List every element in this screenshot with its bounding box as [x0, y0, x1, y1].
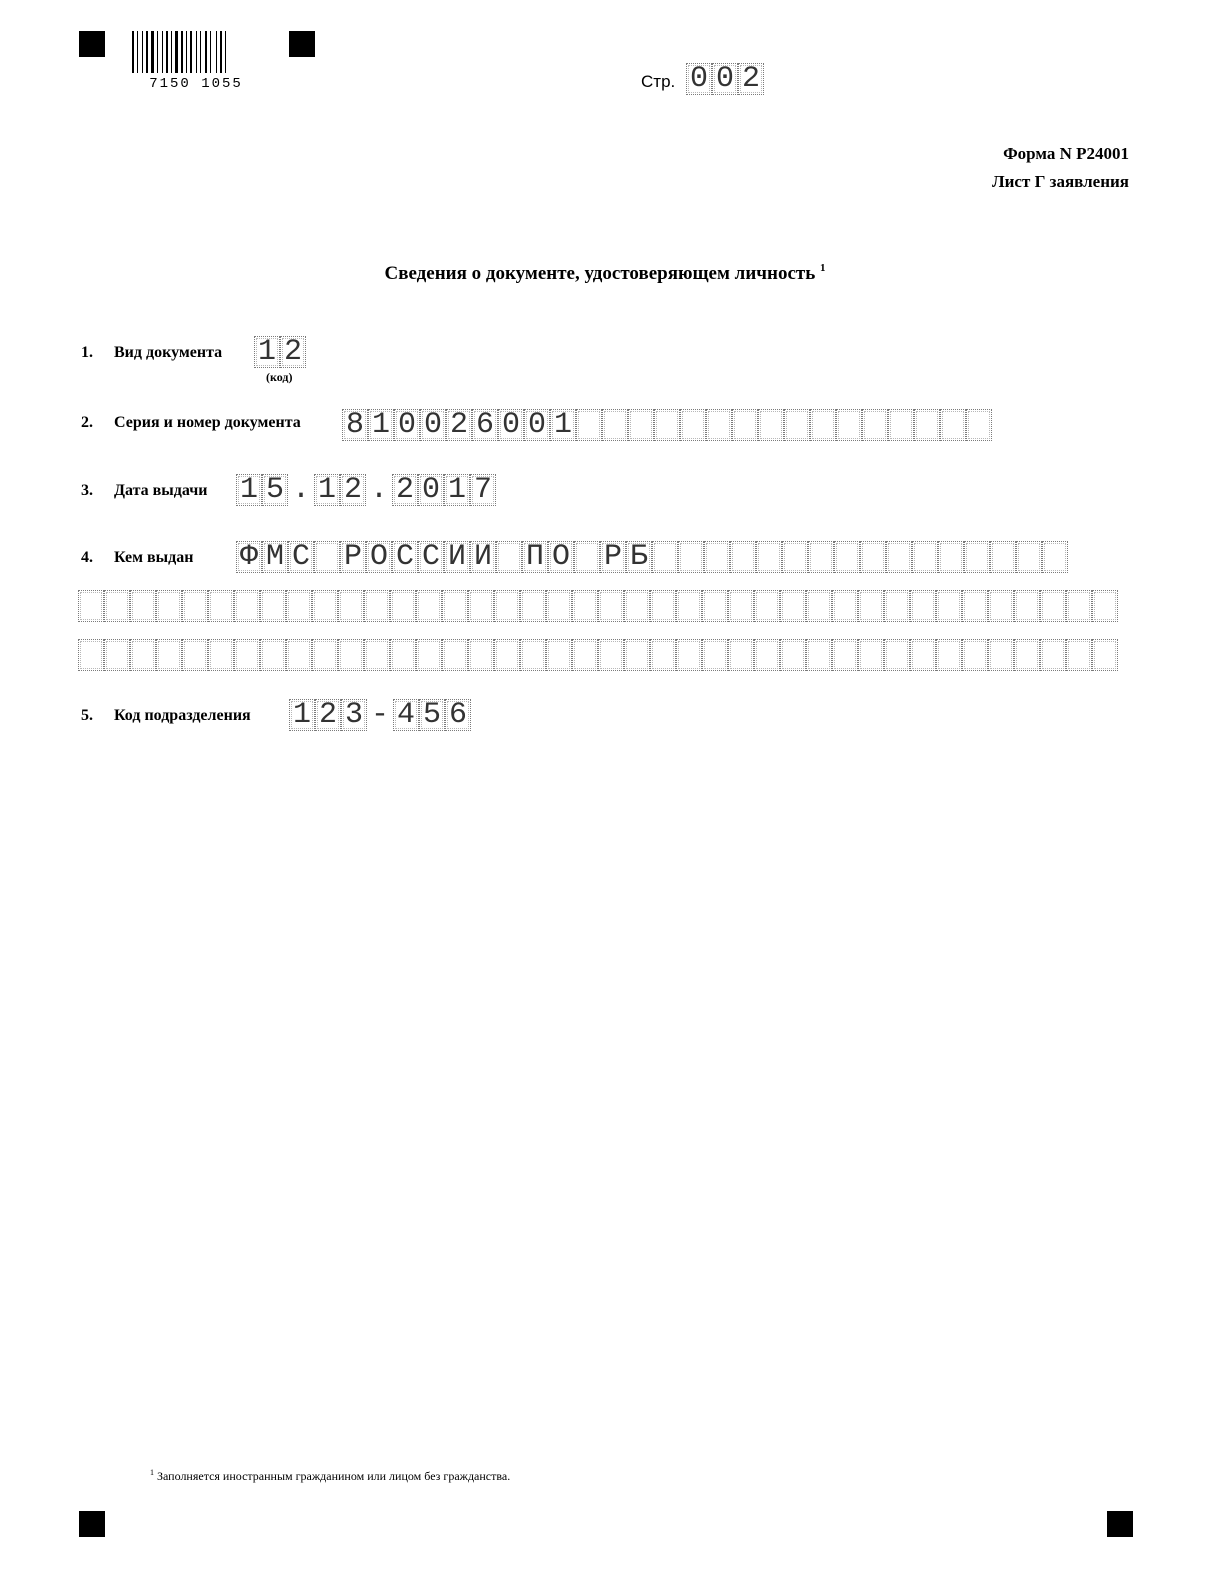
char-cell[interactable]: П: [522, 541, 548, 573]
field-2-number: 2.: [81, 414, 93, 431]
char-cell[interactable]: [1042, 541, 1068, 573]
char-cell[interactable]: [966, 409, 992, 441]
field-1-number: 1.: [81, 344, 93, 361]
char-cell[interactable]: 1: [236, 474, 262, 506]
char-cell[interactable]: [1040, 590, 1066, 622]
char-cell[interactable]: [884, 590, 910, 622]
char-cell[interactable]: 1: [444, 474, 470, 506]
series-number-cells[interactable]: [342, 409, 992, 441]
char-cell[interactable]: 6: [445, 699, 471, 731]
char-cell[interactable]: [624, 590, 650, 622]
char-cell[interactable]: [260, 639, 286, 671]
char-cell[interactable]: [442, 590, 468, 622]
form-number: Форма N Р24001: [1003, 144, 1129, 163]
char-cell[interactable]: [1092, 590, 1118, 622]
heading-footnote-ref: 1: [820, 262, 826, 274]
char-cell[interactable]: [208, 590, 234, 622]
char-cell[interactable]: 1: [289, 699, 315, 731]
char-cell[interactable]: М: [262, 541, 288, 573]
char-cell[interactable]: [702, 590, 728, 622]
field-4-label: Кем выдан: [114, 549, 194, 566]
char-cell[interactable]: [754, 639, 780, 671]
char-cell[interactable]: [546, 590, 572, 622]
field-3-label: Дата выдачи: [114, 482, 208, 499]
char-cell[interactable]: [468, 590, 494, 622]
barcode: [131, 31, 261, 89]
char-cell[interactable]: [494, 639, 520, 671]
char-cell[interactable]: [78, 639, 104, 671]
char-cell[interactable]: [130, 590, 156, 622]
char-cell[interactable]: [910, 590, 936, 622]
char-cell[interactable]: [574, 541, 600, 573]
char-cell[interactable]: [988, 590, 1014, 622]
field-4-number: 4.: [81, 549, 93, 566]
char-cell: 0: [712, 63, 738, 95]
footnote-text: Заполняется иностранным гражданином или лицом без гражданства.: [157, 1469, 511, 1483]
char-cell[interactable]: [832, 590, 858, 622]
char-cell[interactable]: [416, 639, 442, 671]
char-cell[interactable]: [678, 541, 704, 573]
char-cell[interactable]: 2: [340, 474, 366, 506]
section-heading-text: Сведения о документе, удостоверяющем личность: [384, 263, 816, 284]
char-cell[interactable]: [598, 590, 624, 622]
char-cell[interactable]: [884, 639, 910, 671]
footnote: [150, 1468, 510, 1484]
char-cell[interactable]: [832, 639, 858, 671]
char-cell[interactable]: С: [418, 541, 444, 573]
code-note: (код): [266, 370, 293, 384]
issued-by-line-1-cells[interactable]: [236, 541, 1068, 573]
char-cell[interactable]: [1066, 639, 1092, 671]
char-cell[interactable]: [758, 409, 784, 441]
char-cell[interactable]: [780, 590, 806, 622]
section-heading: [0, 262, 1210, 285]
char-cell[interactable]: О: [366, 541, 392, 573]
char-cell[interactable]: [888, 409, 914, 441]
char-cell[interactable]: [940, 409, 966, 441]
char-cell[interactable]: [730, 541, 756, 573]
char-cell[interactable]: [572, 639, 598, 671]
char-cell[interactable]: И: [444, 541, 470, 573]
char-cell[interactable]: [702, 639, 728, 671]
char-cell[interactable]: И: [470, 541, 496, 573]
char-cell[interactable]: [624, 639, 650, 671]
char-cell[interactable]: 3: [341, 699, 367, 731]
footnote-ref: 1: [150, 1468, 154, 1477]
char-cell[interactable]: [364, 639, 390, 671]
char-cell[interactable]: [1092, 639, 1118, 671]
char-cell[interactable]: 4: [393, 699, 419, 731]
char-cell[interactable]: [652, 541, 678, 573]
char-cell[interactable]: [808, 541, 834, 573]
char-cell[interactable]: [862, 409, 888, 441]
char-cell[interactable]: [234, 590, 260, 622]
char-cell[interactable]: .: [369, 473, 388, 507]
char-cell[interactable]: [314, 541, 340, 573]
issued-by-line-3-cells[interactable]: [78, 639, 1118, 671]
char-cell[interactable]: [104, 590, 130, 622]
char-cell[interactable]: [312, 639, 338, 671]
char-cell[interactable]: 1: [368, 409, 394, 441]
char-cell[interactable]: [286, 590, 312, 622]
char-cell[interactable]: [338, 590, 364, 622]
char-cell[interactable]: Р: [600, 541, 626, 573]
char-cell[interactable]: [938, 541, 964, 573]
char-cell[interactable]: [208, 639, 234, 671]
char-cell[interactable]: [182, 590, 208, 622]
char-cell[interactable]: [572, 590, 598, 622]
char-cell[interactable]: [936, 590, 962, 622]
registration-marker-bottom-left: [79, 1511, 105, 1537]
char-cell[interactable]: [442, 639, 468, 671]
char-cell[interactable]: [416, 590, 442, 622]
char-cell[interactable]: [988, 639, 1014, 671]
char-cell[interactable]: [156, 639, 182, 671]
char-cell[interactable]: [706, 409, 732, 441]
char-cell[interactable]: [1066, 590, 1092, 622]
barcode-number: 7150 1055: [149, 76, 243, 89]
char-cell[interactable]: 2: [315, 699, 341, 731]
char-cell[interactable]: [650, 639, 676, 671]
char-cell[interactable]: [676, 639, 702, 671]
char-cell[interactable]: [1014, 590, 1040, 622]
char-cell[interactable]: [910, 639, 936, 671]
char-cell[interactable]: [962, 639, 988, 671]
char-cell[interactable]: [650, 590, 676, 622]
char-cell[interactable]: [990, 541, 1016, 573]
char-cell[interactable]: [962, 590, 988, 622]
char-cell[interactable]: 7: [470, 474, 496, 506]
char-cell[interactable]: [104, 639, 130, 671]
char-cell[interactable]: 0: [498, 409, 524, 441]
char-cell[interactable]: 2: [280, 336, 306, 368]
char-cell[interactable]: [546, 639, 572, 671]
char-cell[interactable]: [732, 409, 758, 441]
char-cell[interactable]: [676, 590, 702, 622]
char-cell[interactable]: 0: [418, 474, 444, 506]
char-cell[interactable]: С: [392, 541, 418, 573]
char-cell[interactable]: [78, 590, 104, 622]
char-cell[interactable]: 0: [420, 409, 446, 441]
char-cell[interactable]: [728, 590, 754, 622]
char-cell[interactable]: [654, 409, 680, 441]
sheet-name: Лист Г заявления: [991, 172, 1129, 191]
char-cell[interactable]: [810, 409, 836, 441]
char-cell[interactable]: [494, 590, 520, 622]
char-cell[interactable]: [858, 639, 884, 671]
char-cell[interactable]: 1: [254, 336, 280, 368]
char-cell[interactable]: 2: [392, 474, 418, 506]
registration-marker-top-left: [79, 31, 105, 57]
issue-date-cells[interactable]: [236, 474, 496, 506]
char-cell[interactable]: [234, 639, 260, 671]
char-cell[interactable]: 5: [262, 474, 288, 506]
char-cell: 2: [738, 63, 764, 95]
registration-marker-top-right: [289, 31, 315, 57]
char-cell[interactable]: [914, 409, 940, 441]
char-cell[interactable]: 2: [446, 409, 472, 441]
char-cell[interactable]: [860, 541, 886, 573]
form-title-block: [992, 140, 1129, 196]
char-cell[interactable]: [602, 409, 628, 441]
char-cell[interactable]: [964, 541, 990, 573]
char-cell[interactable]: [728, 639, 754, 671]
char-cell[interactable]: [286, 639, 312, 671]
char-cell[interactable]: .: [291, 473, 310, 507]
char-cell[interactable]: [496, 541, 522, 573]
char-cell[interactable]: -: [370, 698, 389, 732]
char-cell[interactable]: [598, 639, 624, 671]
char-cell[interactable]: [576, 409, 602, 441]
division-code-cells[interactable]: [289, 699, 471, 731]
char-cell[interactable]: [886, 541, 912, 573]
char-cell[interactable]: [130, 639, 156, 671]
char-cell[interactable]: [182, 639, 208, 671]
char-cell[interactable]: Р: [340, 541, 366, 573]
issued-by-line-2-cells[interactable]: [78, 590, 1118, 622]
char-cell[interactable]: [784, 409, 810, 441]
char-cell[interactable]: 1: [314, 474, 340, 506]
char-cell[interactable]: Ф: [236, 541, 262, 573]
page-number-cells: [686, 63, 764, 95]
char-cell[interactable]: [468, 639, 494, 671]
char-cell[interactable]: [704, 541, 730, 573]
char-cell[interactable]: [520, 639, 546, 671]
char-cell[interactable]: [312, 590, 338, 622]
char-cell[interactable]: [364, 590, 390, 622]
char-cell[interactable]: Б: [626, 541, 652, 573]
char-cell[interactable]: [858, 590, 884, 622]
char-cell[interactable]: 0: [524, 409, 550, 441]
char-cell[interactable]: [1016, 541, 1042, 573]
char-cell[interactable]: [338, 639, 364, 671]
char-cell[interactable]: [782, 541, 808, 573]
field-3-number: 3.: [81, 482, 93, 499]
registration-marker-bottom-right: [1107, 1511, 1133, 1537]
char-cell[interactable]: 0: [394, 409, 420, 441]
field-1-label: Вид документа: [114, 344, 223, 361]
char-cell[interactable]: [806, 590, 832, 622]
field-2-label: Серия и номер документа: [114, 414, 301, 431]
char-cell[interactable]: [628, 409, 654, 441]
char-cell[interactable]: [1040, 639, 1066, 671]
char-cell[interactable]: [756, 541, 782, 573]
char-cell[interactable]: 8: [342, 409, 368, 441]
char-cell[interactable]: [936, 639, 962, 671]
char-cell[interactable]: [806, 639, 832, 671]
page-label: Стр.: [641, 72, 676, 91]
char-cell[interactable]: [836, 409, 862, 441]
char-cell[interactable]: [912, 541, 938, 573]
field-5-number: 5.: [81, 707, 93, 724]
field-5-label: Код подразделения: [114, 707, 251, 724]
char-cell[interactable]: [754, 590, 780, 622]
char-cell[interactable]: 5: [419, 699, 445, 731]
char-cell[interactable]: [156, 590, 182, 622]
char-cell[interactable]: [520, 590, 546, 622]
char-cell[interactable]: [780, 639, 806, 671]
char-cell[interactable]: [1014, 639, 1040, 671]
char-cell[interactable]: 6: [472, 409, 498, 441]
doc-type-code-cells[interactable]: [254, 336, 306, 368]
char-cell: 0: [686, 63, 712, 95]
char-cell[interactable]: [390, 590, 416, 622]
char-cell[interactable]: О: [548, 541, 574, 573]
char-cell[interactable]: [260, 590, 286, 622]
char-cell[interactable]: 1: [550, 409, 576, 441]
char-cell[interactable]: [680, 409, 706, 441]
char-cell[interactable]: [390, 639, 416, 671]
char-cell[interactable]: [834, 541, 860, 573]
char-cell[interactable]: С: [288, 541, 314, 573]
